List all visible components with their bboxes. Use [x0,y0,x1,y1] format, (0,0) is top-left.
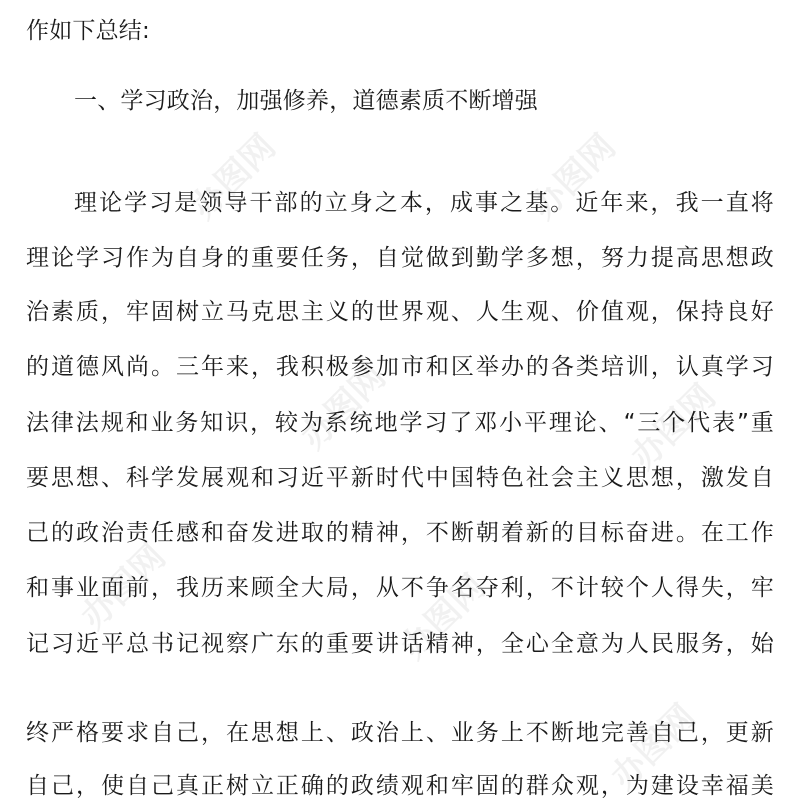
watermark: 办图网 [393,566,494,668]
intro-line: 作如下总结: [26,18,150,44]
watermark: 办图网 [183,126,284,228]
watermark: 办图网 [73,536,174,638]
paragraph-line: 和事业面前，我历来顾全大局，从不争名夺利，不计较个人得失，牢 [26,575,774,601]
watermark: 办图网 [293,356,394,458]
watermark: 办图网 [523,126,624,228]
paragraph-line: 终严格要求自己，在思想上、政治上、业务上不断地完善自己，更新 [26,720,774,746]
watermark: 办图网 [603,696,704,798]
paragraph-line: 己的政治责任感和奋发进取的精神，不断朝着新的目标奋进。在工作 [26,520,774,546]
paragraph-line: 法律法规和业务知识，较为系统地学习了邓小平理论、“三个代表”重 [26,410,774,436]
paragraph-line: 治素质，牢固树立马克思主义的世界观、人生观、价值观，保持良好 [26,299,774,325]
paragraph-line: 理论学习作为自身的重要任务，自觉做到勤学多想，努力提高思想政 [26,245,774,271]
paragraph-line: 的道德风尚。三年来，我积极参加市和区举办的各类培训，认真学习 [26,354,774,380]
paragraph-line: 要思想、科学发展观和习近平新时代中国特色社会主义思想，激发自 [26,465,774,491]
paragraph-line: 理论学习是领导干部的立身之本，成事之基。近年来，我一直将 [74,190,774,216]
paragraph-line: 记习近平总书记视察广东的重要讲话精神，全心全意为人民服务，始 [26,631,774,657]
paragraph-line: 自己，使自己真正树立正确的政绩观和牢固的群众观，为建设幸福美 [26,773,774,799]
watermark: 办图网 [623,376,724,478]
section-heading: 一、学习政治，加强修养，道德素质不断增强 [74,88,538,114]
